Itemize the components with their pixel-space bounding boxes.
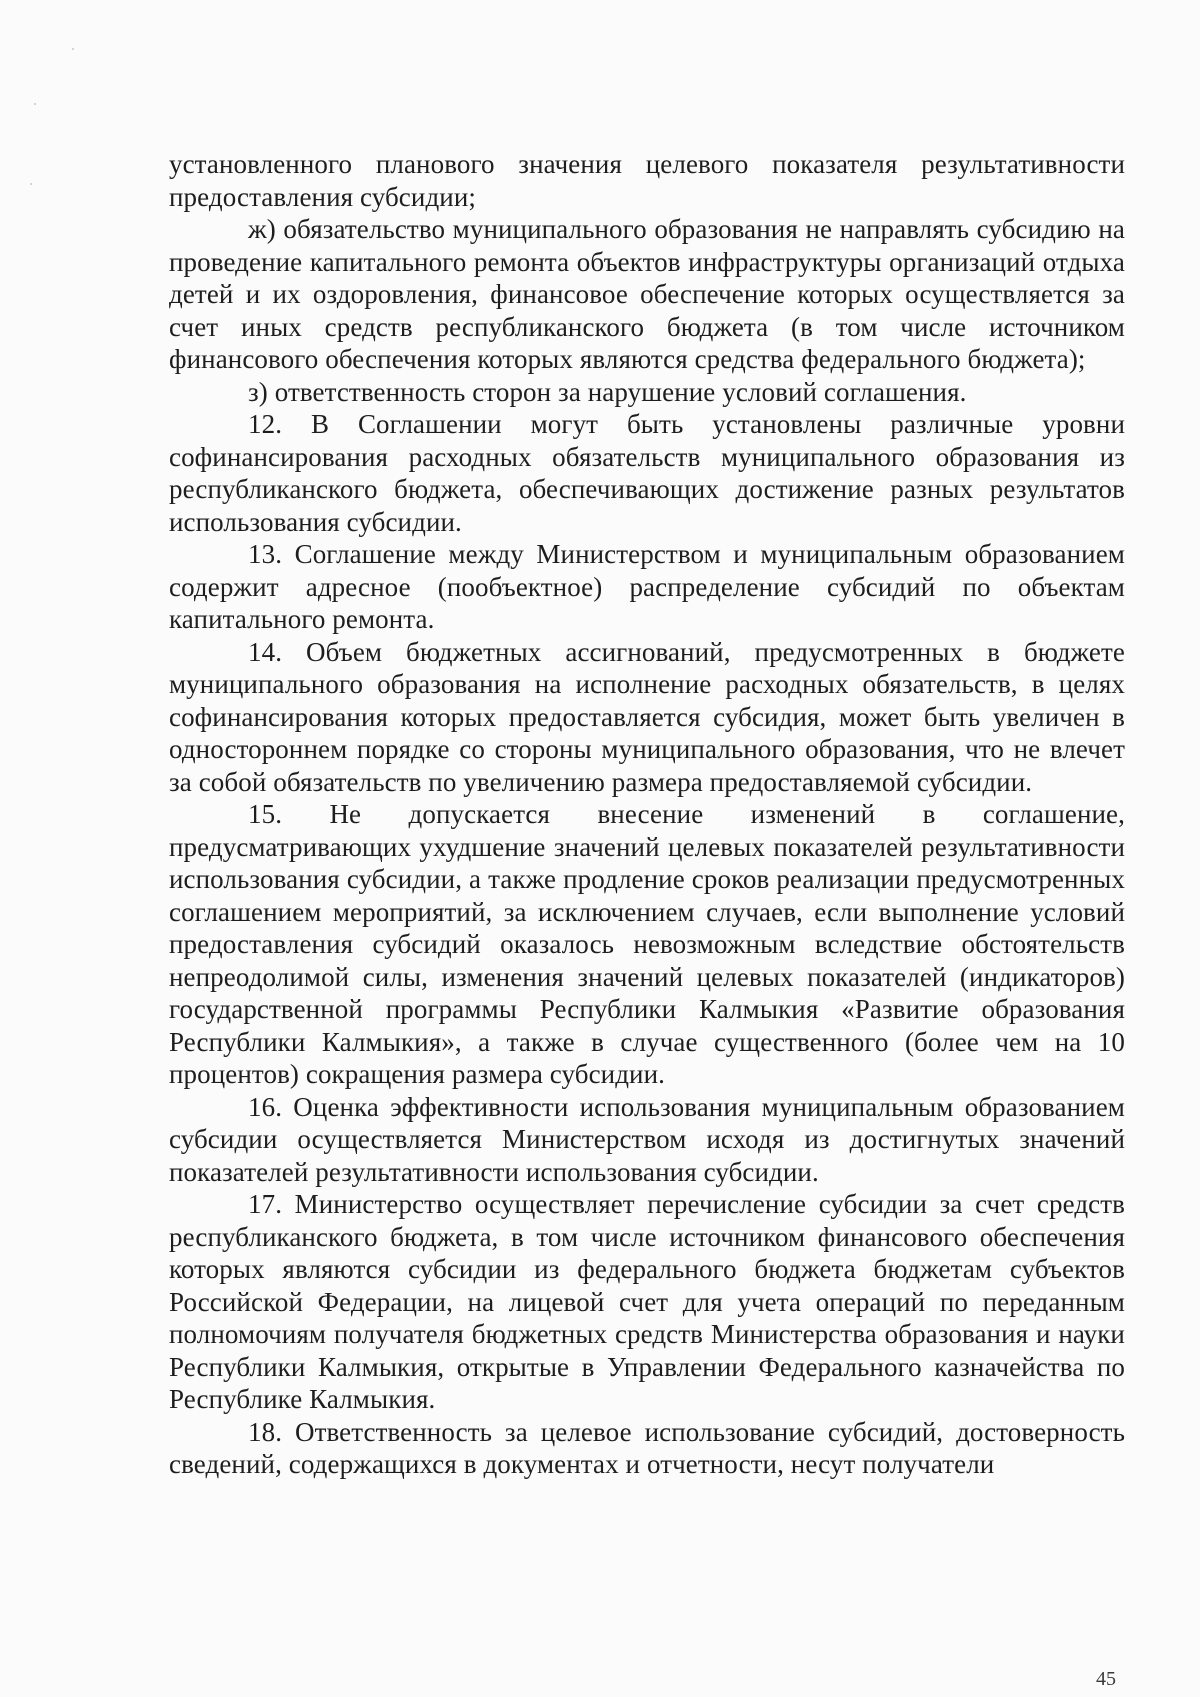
scan-speck (72, 48, 74, 50)
paragraph-14: 14. Объем бюджетных ассигнований, предусмотренных в бюджете муниципального образования на исполнение расходных обязательств, в целях софинансирования которых предоставляется субсидия, может быть увеличен в одностороннем порядке со стороны муниципального образования, что не влечет за собой обязательств по увеличению размера предоставляемой субсидии. (169, 636, 1125, 797)
paragraph-13: 13. Соглашение между Министерством и муниципальным образованием содержит адресное (пообъектное) распределение субсидий по объектам капитального ремонта. (169, 539, 1125, 634)
scan-speck (30, 183, 32, 185)
paragraph-17: 17. Министерство осуществляет перечисление субсидии за счет средств республиканского бюджета, в том числе источником финансового обеспечения которых являются субсидии из федерального бюджета бюджетам субъектов Российской Федерации, на лицевой счет для учета операций по переданным полномочиям получателя бюджетных средств Министерства образования и науки Республики Калмыкия, открытые в Управлении Федерального казначейства по Республике Калмыкия. (169, 1189, 1125, 1414)
paragraph-item-z: з) ответственность сторон за нарушение условий соглашения. (248, 376, 967, 407)
page-number: 45 (1096, 1668, 1116, 1690)
paragraph-16: 16. Оценка эффективности использования муниципальным образованием субсидии осуществляется Министерством исходя из достигнутых значений показателей результативности использования субсидии. (169, 1091, 1125, 1187)
paragraph-18: 18. Ответственность за целевое использование субсидий, достоверность сведений, содержащихся в документах и отчетности, несут получатели (169, 1416, 1125, 1479)
paragraph-12: 12. В Соглашении могут быть установлены различные уровни софинансирования расходных обязательств муниципального образования из республиканского бюджета, обеспечивающих достижение разных результатов использования субсидии. (169, 409, 1125, 537)
document-body (169, 148, 1125, 1481)
paragraph-item-zh: ж) обязательство муниципального образования не направлять субсидию на проведение капитального ремонта объектов инфраструктуры организаций отдыха детей и их оздоровления, финансовое обеспечение которых осуществляется за счет иных средств республиканского бюджета (в том числе источником финансового обеспечения которых являются средства федерального бюджета); (169, 214, 1125, 374)
scan-speck (34, 103, 36, 105)
paragraph-continuation: установленного планового значения целевого показателя результативности предоставления субсидии; (169, 149, 1125, 212)
paragraph-15: 15. Не допускается внесение изменений в соглашение, предусматривающих ухудшение значений целевых показателей результативности использования субсидии, а также продление сроков реализации предусмотренных соглашением мероприятий, за исключением случаев, если выполнение условий предоставления субсидий оказалось невозможным вследствие обстоятельств непреодолимой силы, изменения значений целевых показателей (индикаторов) государственной программы Республики Калмыкия «Развитие образования Республики Калмыкия», а также в случае существенного (более чем на 10 процентов) сокращения размера субсидии. (169, 799, 1125, 1089)
